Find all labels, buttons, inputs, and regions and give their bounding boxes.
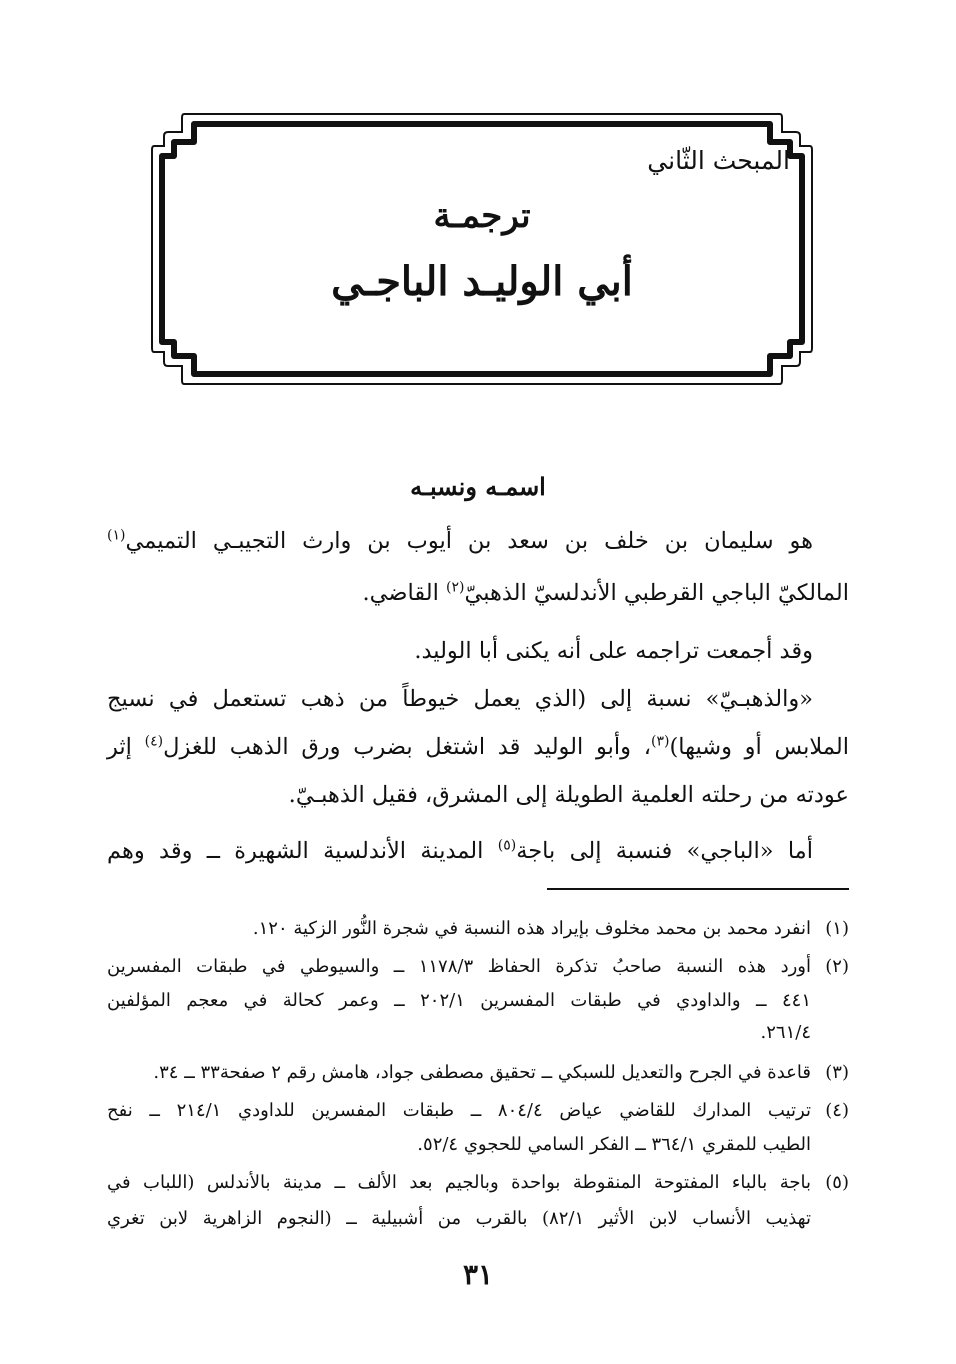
footnote-2-cont: ٢٦١/٤. (760, 1022, 811, 1043)
paragraph-line: الملابس أو وشيها)$^{(٣)}$، وأبو الوليد قد اشتغل بضرب ورق الذهب للغزل$^{(٤)}$ إثر (107, 733, 849, 760)
paragraph-line: هو سليمان بن خلف بن سعد بن أيوب بن وارث التجيبـي التميمي$^{(١)}$ (107, 527, 813, 554)
footnote-2: (٢)أورد هذه النسبة صاحبُ تذكرة الحفاظ ١١٧٨/٣ ــ والسيوطي في طبقات المفسرين (107, 956, 849, 977)
footnote-separator (547, 888, 849, 890)
page-number: ٣١ (462, 1258, 494, 1291)
chapter-label: المبحث الثّاني (647, 146, 790, 175)
paragraph-line: أما «الباجي» فنسبة إلى باجة$^{(٥)}$ المدينة الأندلسية الشهيرة ــ وقد وهم (107, 837, 813, 864)
footnote-5-cont: تهذيب الأنساب لابن الأثير ٨٢/١) بالقرب من أشبيلية ــ (النجوم الزاهرية لابن تغري (107, 1208, 811, 1229)
paragraph-line: وقد أجمعت تراجمه على أنه يكنى أبا الوليد. (414, 638, 813, 664)
title-line-2: أبي الوليـد الباجـي (331, 258, 633, 305)
paragraph-line: المالكيّ الباجي القرطبي الأندلسيّ الذهبيّ$^{(٢)}$ القاضي. (362, 579, 849, 606)
footnote-2-cont: ٤٤١ ــ والداودي في طبقات المفسرين ٢٠٢/١ ــ وعمر كحالة في معجم المؤلفين (107, 990, 812, 1011)
paragraph-line: عودته من رحلته العلمية الطويلة إلى المشرق، فقيل الذهبـيّ. (288, 782, 849, 808)
section-title: اسمـه ونسبـه (410, 472, 546, 501)
footnote-4-cont: الطيب للمقري ٣٦٤/١ ــ الفكر السامي للحجوي ٥٢/٤. (417, 1134, 811, 1155)
footnote-4: (٤)ترتيب المدارك للقاضي عياض ٨٠٤/٤ ــ طبقات المفسرين للداودي ٢١٤/١ ــ نفح (107, 1100, 849, 1121)
title-line-1: ترجمـة (433, 196, 531, 236)
paragraph-line: «والذهبـيّ» نسبة إلى (الذي يعمل خيوطاً من ذهب تستعمل في نسيج (107, 686, 813, 712)
footnote-3: (٣)قاعدة في الجرح والتعديل للسبكي ــ تحقيق مصطفى جواد، هامش رقم ٢ صفحة٣٣ ــ ٣٤. (153, 1062, 849, 1083)
footnote-1: (١)انفرد محمد بن محمد مخلوف بإيراد هذه النسبة في شجرة النُّور الزكية ١٢٠. (252, 918, 849, 939)
footnote-5: (٥)باجة بالباء المفتوحة المنقوطة بواحدة وبالجيم بعد الألف ــ مدينة بالأندلس (اللباب في (107, 1172, 849, 1193)
